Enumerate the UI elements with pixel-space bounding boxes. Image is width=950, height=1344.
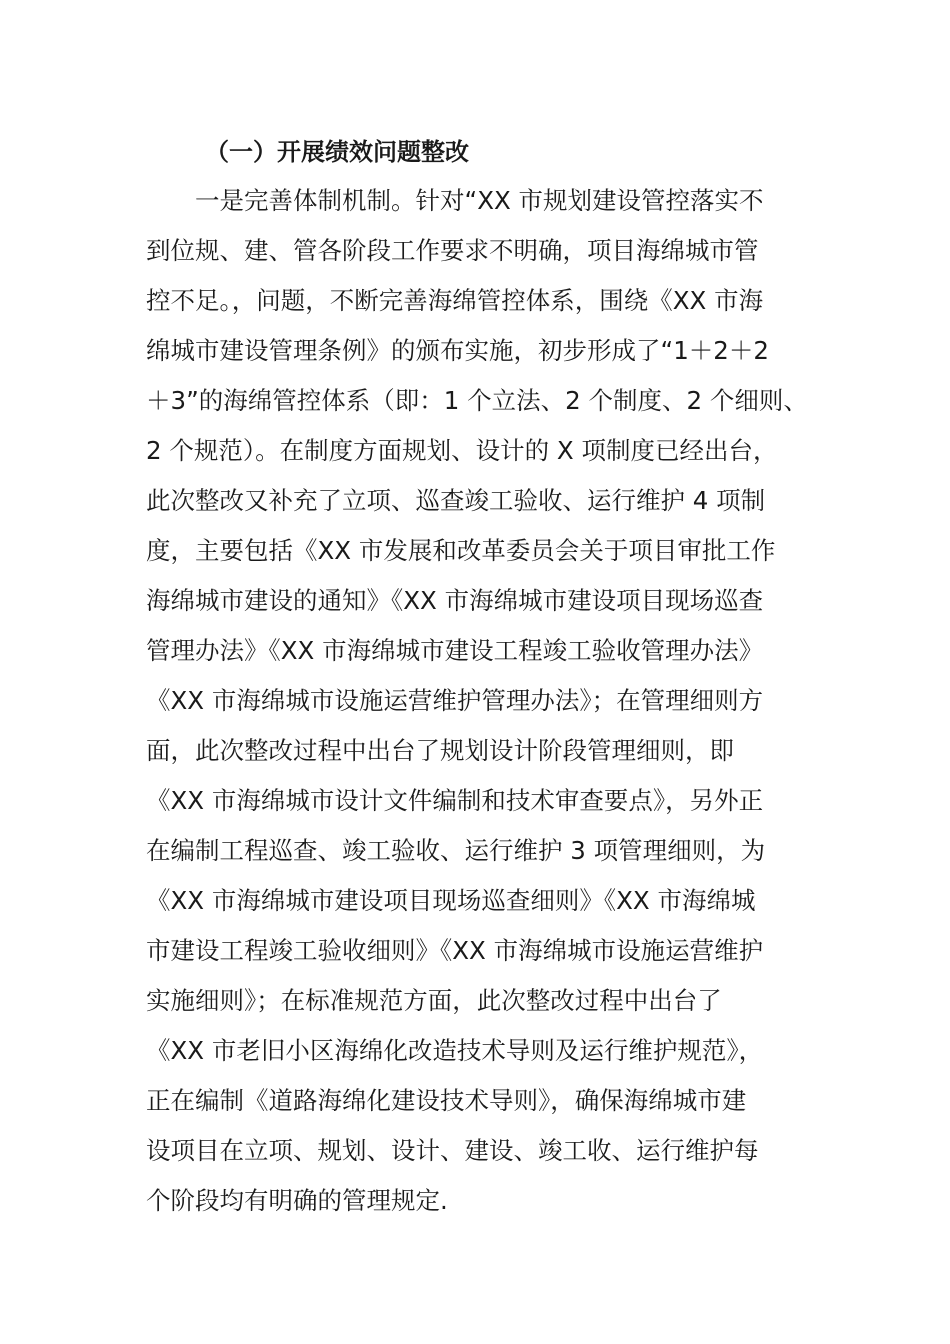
section-heading: （一）开展绩效问题整改 bbox=[205, 138, 469, 166]
paragraph-line: 管理办法》《XX 市海绵城市建设工程竣工验收管理办法》 bbox=[146, 636, 764, 665]
paragraph-line: 《XX 市海绵城市设施运营维护管理办法》；在管理细则方 bbox=[146, 686, 764, 715]
paragraph-line: ＋3”的海绵管控体系（即：1 个立法、2 个制度、2 个细则、 bbox=[146, 386, 808, 415]
paragraph-line: 《XX 市海绵城市建设项目现场巡查细则》《XX 市海绵城 bbox=[146, 886, 756, 915]
paragraph-line: 2 个规范）。在制度方面规划、设计的 X 项制度已经出台， bbox=[146, 436, 778, 465]
paragraph-line: 到位规、建、管各阶段工作要求不明确，项目海绵城市管 bbox=[146, 236, 759, 265]
paragraph-line: 《XX 市海绵城市设计文件编制和技术审查要点》，另外正 bbox=[146, 786, 764, 815]
paragraph-line: 绵城市建设管理条例》的颁布实施，初步形成了“1＋2＋2 bbox=[146, 336, 769, 365]
paragraph-line: 《XX 市老旧小区海绵化改造技术导则及运行维护规范》， bbox=[146, 1036, 764, 1065]
paragraph-line: 设项目在立项、规划、设计、建设、竣工收、运行维护每 bbox=[146, 1136, 759, 1165]
paragraph-line: 海绵城市建设的通知》《XX 市海绵城市建设项目现场巡查 bbox=[146, 586, 764, 615]
paragraph-line: 控不足。，问题，不断完善海绵管控体系，围绕《XX 市海 bbox=[146, 286, 764, 315]
paragraph-line: 正在编制《道路海绵化建设技术导则》，确保海绵城市建 bbox=[146, 1086, 747, 1115]
paragraph-line: 度，主要包括《XX 市发展和改革委员会关于项目审批工作 bbox=[146, 536, 776, 565]
paragraph-line: 一是完善体制机制。针对“XX 市规划建设管控落实不 bbox=[195, 186, 764, 215]
paragraph-line: 在编制工程巡查、竣工验收、运行维护 3 项管理细则，为 bbox=[146, 836, 766, 865]
paragraph-line: 此次整改又补充了立项、巡查竣工验收、运行维护 4 项制 bbox=[146, 486, 766, 515]
paragraph-line: 个阶段均有明确的管理规定. bbox=[146, 1186, 448, 1215]
paragraph-line: 面，此次整改过程中出台了规划设计阶段管理细则，即 bbox=[146, 736, 734, 765]
paragraph-line: 实施细则》；在标准规范方面，此次整改过程中出台了 bbox=[146, 986, 722, 1015]
paragraph-line: 市建设工程竣工验收细则》《XX 市海绵城市设施运营维护 bbox=[146, 936, 764, 965]
